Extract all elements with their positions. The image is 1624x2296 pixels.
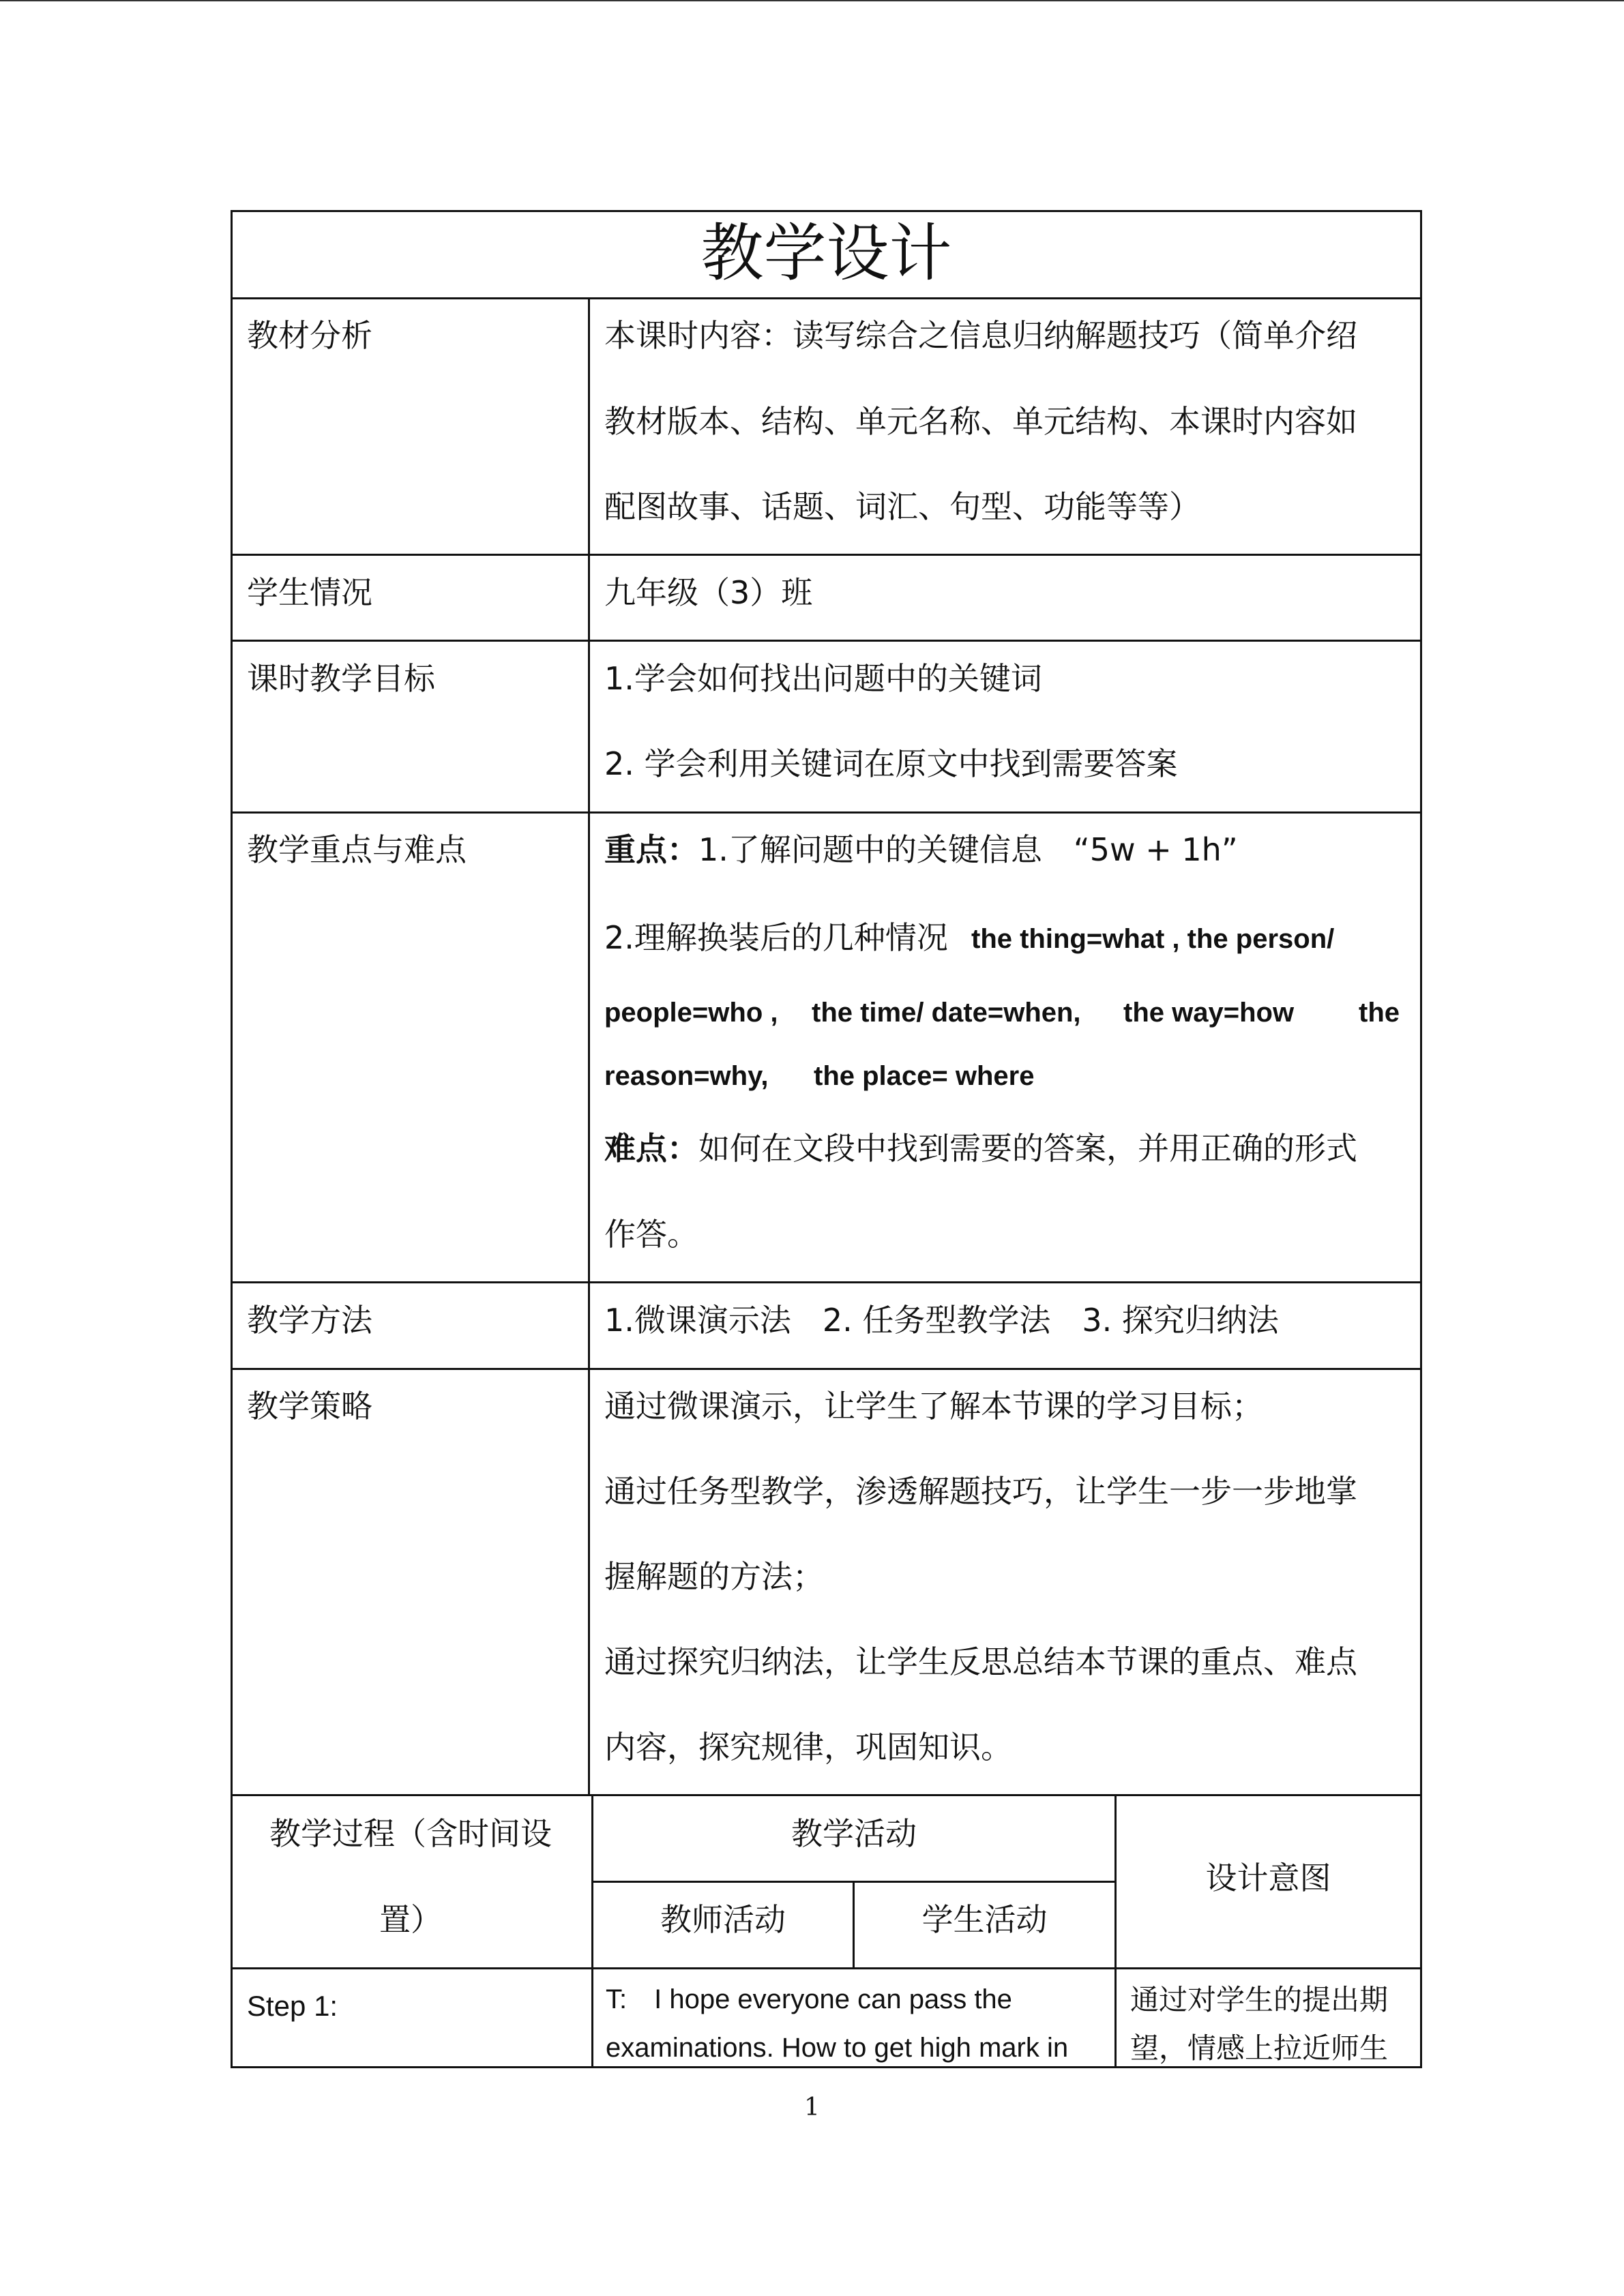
process-header-label: 置） [379, 1901, 442, 1938]
difficult-point-text: 作答。 [604, 1216, 698, 1253]
row-label-methods: 教学方法 [247, 1302, 372, 1339]
material-line: 本课时内容：读写综合之信息归纳解题技巧（简单介绍 [604, 317, 1357, 354]
students-value: 九年级（3）班 [604, 574, 813, 611]
table-rule [231, 554, 1422, 556]
row-label-strategy: 教学策略 [247, 1388, 372, 1425]
key-point-en: the time/ date=when, [812, 998, 1081, 1028]
key-point-en: people=who , [604, 998, 778, 1028]
objective-item: 2. 学会利用关键词在原文中找到需要答案 [604, 745, 1178, 782]
table-rule [231, 1281, 1422, 1283]
table-rule [231, 811, 1422, 814]
key-point-cn: 2.理解换装后的几种情况 [604, 919, 948, 956]
document-title: 教学设计 [700, 217, 952, 290]
key-point-en: the way=how [1123, 998, 1295, 1028]
difficult-point-text: 如何在文段中找到需要的答案，并用正确的形式 [698, 1130, 1357, 1167]
table-rule [231, 1967, 1422, 1969]
row-label-objectives: 课时教学目标 [247, 660, 435, 697]
difficult-point-line [604, 1128, 1357, 1169]
table-rule [231, 640, 1422, 642]
teacher-activity-text: examinations. How to get high mark in [606, 2033, 1069, 2063]
design-intent-header: 设计意图 [1205, 1860, 1331, 1896]
strategy-line: 通过探究归纳法，让学生反思总结本节课的重点、难点 [604, 1643, 1357, 1680]
table-rule [231, 210, 233, 2068]
design-intent-text: 通过对学生的提出期 [1130, 1983, 1389, 2016]
strategy-line: 握解题的方法； [604, 1558, 824, 1595]
table-rule [231, 1368, 1422, 1370]
table-rule [1420, 210, 1422, 2068]
key-point-line [604, 829, 1238, 870]
table-rule [231, 297, 1422, 299]
strategy-line: 通过任务型教学，渗透解题技巧，让学生一步一步地掌 [604, 1473, 1357, 1510]
teacher-activity-header: 教师活动 [660, 1901, 786, 1938]
objective-item: 1.学会如何找出问题中的关键词 [604, 660, 1042, 697]
table-rule [588, 297, 590, 1796]
row-label-focus: 教学重点与难点 [247, 831, 467, 868]
key-point-en: the [1359, 998, 1400, 1028]
activities-header: 教学活动 [791, 1815, 917, 1852]
key-point-en: the place= where [814, 1061, 1035, 1091]
material-line: 教材版本、结构、单元名称、单元结构、本课时内容如 [604, 403, 1357, 440]
key-point-text: 1.了解问题中的关键信息 “5w + 1h” [698, 831, 1238, 868]
process-header-label: 教学过程（含时间设 [269, 1815, 552, 1852]
step-label: Step 1: [247, 1990, 338, 2022]
student-activity-header: 学生活动 [921, 1901, 1048, 1938]
row-label-material: 教材分析 [247, 317, 372, 354]
key-point-en: reason=why, [604, 1061, 769, 1091]
teacher-activity-text: T: I hope everyone can pass the [606, 1984, 1012, 2014]
strategy-line: 内容，探究规律，巩固知识。 [604, 1729, 1012, 1765]
page-number: 1 [804, 2093, 820, 2121]
difficult-point-label: 难点： [604, 1130, 698, 1167]
methods-value: 1.微课演示法 2. 任务型教学法 3. 探究归纳法 [604, 1302, 1279, 1339]
row-label-students: 学生情况 [247, 574, 372, 611]
table-rule [1114, 1794, 1117, 2068]
material-line: 配图故事、话题、词汇、句型、功能等等） [604, 488, 1200, 525]
key-point-label: 重点： [604, 831, 698, 868]
key-point-en: the thing=what , the person/ [971, 924, 1335, 954]
table-rule [231, 1794, 1422, 1796]
strategy-line: 通过微课演示，让学生了解本节课的学习目标； [604, 1388, 1263, 1425]
design-intent-text: 望，情感上拉近师生 [1130, 2031, 1389, 2065]
